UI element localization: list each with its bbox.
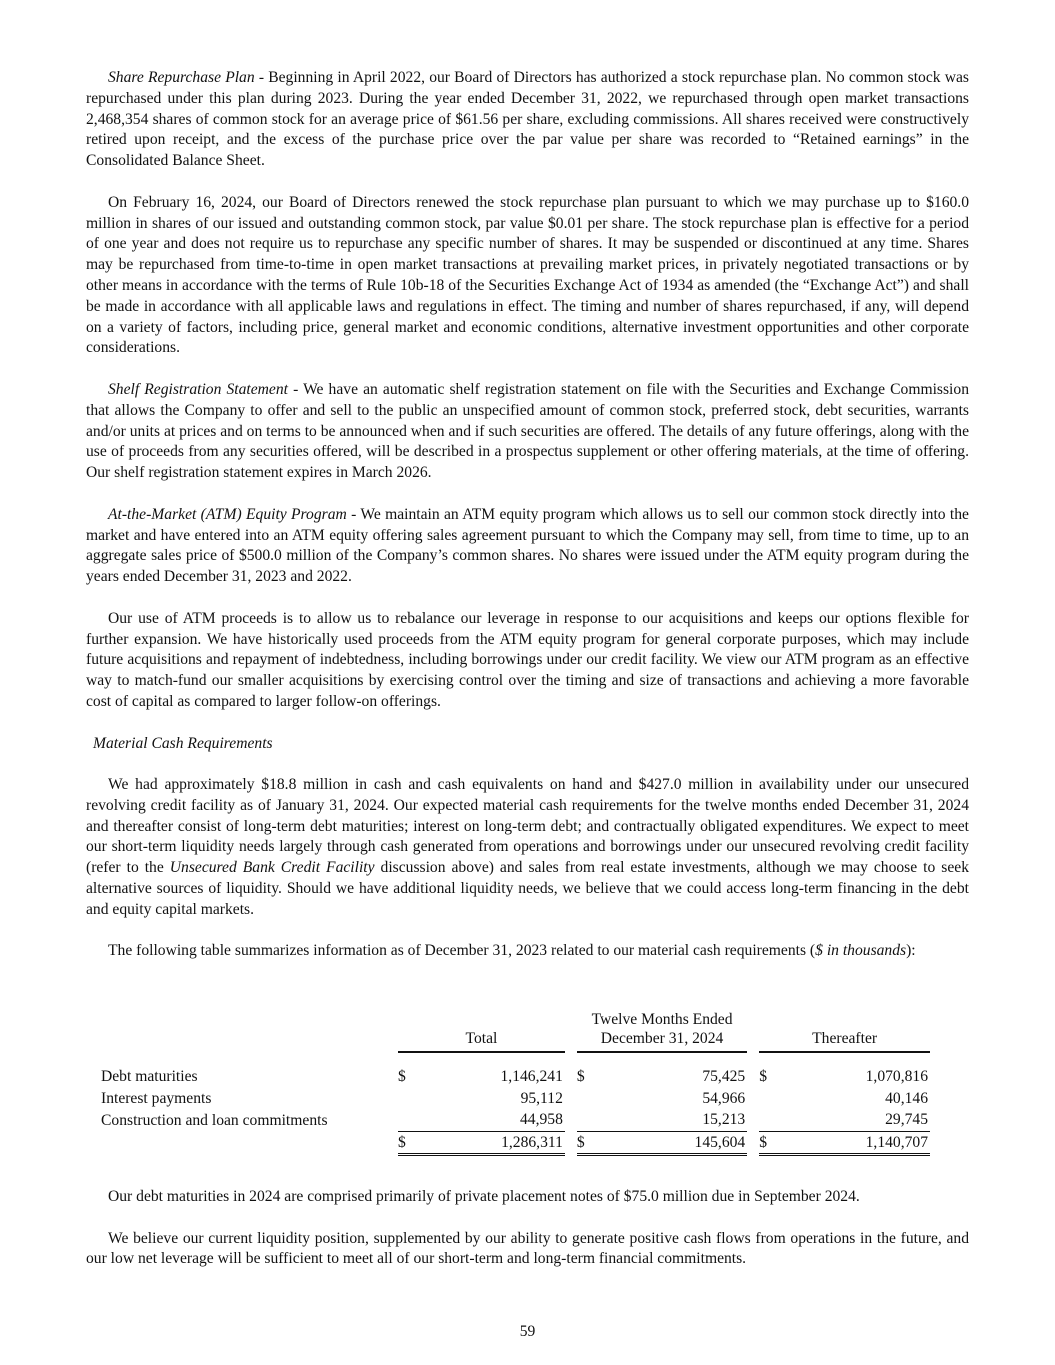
debt-2024-paragraph: Our debt maturities in 2024 are comprised primarily of private placement notes of $75.0 million due in September 2024. <box>108 1188 860 1205</box>
conclusion-paragraph: We believe our current liquidity position, supplemented by our ability to generate positive cash flows from operations in the future, and our low net leverage will be sufficient to meet all of our short-term and long-term financial commitments. <box>86 1229 969 1268</box>
repurchase-renewal-paragraph: On February 16, 2024, our Board of Directors renewed the stock repurchase plan pursuant to which we may purchase up to $160.0 million in shares of our issued and outstanding common stock, par value $0.01 per share. The stock repurchase plan is effective for a period of one year and does not require us to repurchase any specific number of shares. It may be suspended or discontinued at any time. Shares may be repurchased from time-to-time in open market transactions at prevailing market prices, in privately negotiated transactions or by other means in accordance with the terms of Rule 10b-18 of the Securities Exchange Act of 1934 as amended (the “Exchange Act”) and shall be made in accordance with all applicable laws and regulations in effect. The timing and number of shares repurchased, if any, will depend on a variety of factors, including price, general market and economic conditions, alternative investment opportunities and other corporate considerations. <box>86 193 969 357</box>
cash-requirements-paragraph: We had approximately $18.8 million in cash and cash equivalents on hand and $427.0 million in availability under our unsecured revolving credit facility as of January 31, 2024. Our expected material cash requirements for the twelve months ended December 31, 2024 and thereafter consist of long-term debt maturities; interest on long-term debt; and contractually obligated expenditures. We expect to meet our short-term liquidity needs largely through cash generated from operations and borrowings under our unsecured revolving credit facility (refer to the Unsecured Bank Credit Facility discussion above) and sales from real estate investments, although we may choose to seek alternative sources of liquidity. Should we have additional liquidity needs, we believe that we could access long-term financing in the debt and equity capital markets. <box>86 776 969 918</box>
table-row: Construction and loan commitments 44,958 15,213 29,745 <box>101 1111 928 1129</box>
atm-program-paragraph: At-the-Market (ATM) Equity Program - We maintain an ATM equity program which allows us to sell our common stock directly into the market and have entered into an ATM equity offering sales agreement pursuant to which the Company may sell, from time to time, up to an aggregate sales price of $500.0 million of the Company’s common shares. No shares were issued under the ATM equity program during the years ended December 31, 2023 and 2022. <box>86 505 969 586</box>
share-repurchase-paragraph: Share Repurchase Plan - Beginning in April 2022, our Board of Directors has authorized a stock repurchase plan. No common stock was repurchased under this plan during 2023. During the year ended December 31, 2022, we repurchased through open market transactions 2,468,354 shares of common stock for an average price of $61.56 per share, excluding commissions. All shares received were constructively retired upon receipt, and the excess of the purchase price over the par value per share was recorded to “Retained earnings” in the Consolidated Balance Sheet. <box>86 69 969 170</box>
table-row: Debt maturities $ 1,146,241 $ 75,425 $ 1,070,816 <box>101 1068 928 1085</box>
header-thereafter: Thereafter <box>759 1010 930 1052</box>
table-header-row <box>86 1010 930 1052</box>
page-number: 59 <box>519 1323 536 1340</box>
header-total: Total <box>398 1010 565 1052</box>
shelf-registration-paragraph: Shelf Registration Statement - We have an automatic shelf registration statement on file with the Securities and Exchange Commission that allows the Company to offer and sell to the public an unspecified amount of common stock, preferred stock, debt securities, warrants and/or units at prices and on terms to be announced when and if such securities are offered. The details of any future offerings, along with the use of proceeds from any securities offered, will be described in a prospectus supplement or other offering materials, at the time of offering. Our shelf registration statement expires in March 2026. <box>86 380 969 482</box>
share-repurchase-title: Share Repurchase Plan <box>108 69 255 86</box>
document-body <box>86 68 969 962</box>
table-row: Interest payments 95,112 54,966 40,146 <box>101 1089 928 1107</box>
atm-program-title: At-the-Market (ATM) Equity Program <box>108 505 347 523</box>
header-twelve-months: Twelve Months Ended December 31, 2024 <box>577 1010 747 1052</box>
atm-use-paragraph: Our use of ATM proceeds is to allow us to rebalance our leverage in response to our acquisitions and keeps our options flexible for further expansion. We have historically used proceeds from the ATM equity program for general corporate purposes, which may include future acquisitions and repayment of indebtedness, including borrowings under our credit facility. We view our ATM program as an effective way to match-fund our smaller acquisitions by exercising control over the timing and size of transactions and achieving a more favorable cost of capital as compared to larger follow-on offerings. <box>86 609 969 710</box>
table-intro-paragraph: The following table summarizes information as of December 31, 2023 related to our material cash requirements ($ in thousands): <box>108 942 916 960</box>
section-heading: Material Cash Requirements <box>93 734 273 752</box>
shelf-registration-title: Shelf Registration Statement <box>108 380 288 398</box>
table-total-row: $ 1,286,311 $ 145,604 $ 1,140,707 <box>86 1131 930 1155</box>
cash-requirements-table <box>86 1010 930 1156</box>
closing-section <box>86 1187 969 1270</box>
